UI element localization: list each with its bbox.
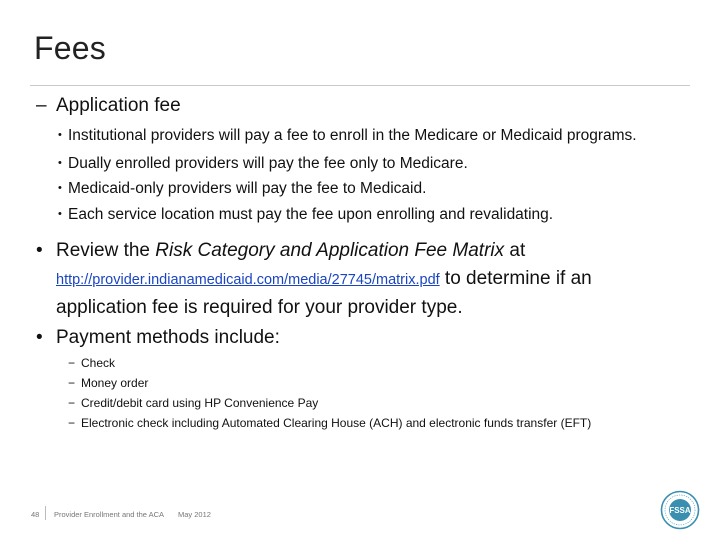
bullet-icon: •	[58, 182, 62, 194]
dash-marker: –	[36, 95, 47, 116]
dash-marker: −	[68, 356, 76, 370]
payment-methods-heading	[36, 327, 280, 349]
dash-marker: −	[68, 376, 76, 390]
fee-item: • Medicaid-only providers will pay the fee to Medicaid.	[58, 180, 427, 197]
application-fee-label: Application fee	[56, 95, 181, 116]
slide-title: Fees	[34, 30, 106, 66]
dash-marker: −	[68, 396, 76, 410]
bullet-icon: •	[36, 240, 43, 261]
title-divider	[30, 85, 690, 86]
footer-divider	[45, 506, 46, 520]
footer-presentation-title: Provider Enrollment and the ACA	[54, 510, 165, 519]
bullet-icon: •	[36, 327, 43, 348]
application-fee-heading	[36, 95, 181, 117]
payment-item: − Credit/debit card using HP Convenience Pay	[68, 396, 319, 410]
payment-methods-label: Payment methods include:	[56, 327, 280, 348]
matrix-link[interactable]: http://provider.indianamedicaid.com/media/27745/matrix.pdf	[56, 272, 440, 288]
dash-marker: −	[68, 416, 76, 430]
page-number: 48	[31, 510, 40, 519]
review-matrix-paragraph: • Review the Risk Category and Application Fee Matrix at http://provider.indianamedicaid.com/media/27745/matrix.pdf to determine if an application fee is required for your provider type.	[36, 237, 676, 322]
bullet-icon: •	[58, 157, 62, 169]
bullet-icon: •	[58, 129, 62, 141]
matrix-title: Risk Category and Application Fee Matrix	[155, 240, 505, 261]
payment-item: − Check	[68, 356, 116, 370]
logo-text: FSSA	[669, 506, 691, 515]
payment-item: − Electronic check including Automated Clearing House (ACH) and electronic funds transfer (EFT)	[68, 416, 592, 430]
fee-item: • Each service location must pay the fee upon enrolling and revalidating.	[58, 206, 554, 223]
fee-item: • Dually enrolled providers will pay the fee only to Medicare.	[58, 155, 468, 172]
fee-item: • Institutional providers will pay a fee to enroll in the Medicare or Medicaid programs.	[58, 127, 637, 144]
footer-date: May 2012	[178, 510, 211, 519]
fssa-seal-icon	[660, 490, 700, 530]
bullet-icon: •	[58, 208, 62, 220]
payment-item: − Money order	[68, 376, 149, 390]
